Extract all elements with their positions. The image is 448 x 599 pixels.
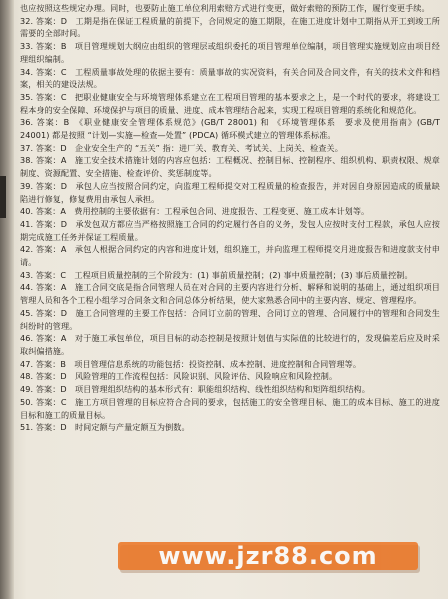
paragraph: 48. 答案：D 风险管理的工作流程包括：风险识别、风险评估、风险响应和风险控制。 <box>20 371 338 382</box>
paragraph: 43. 答案：C 工程项目质量控制的三个阶段为：(1) 事前质量控制；(2) 事中质量控制；(3) 事后质量控制。 <box>20 269 413 280</box>
paragraph: 32. 答案：D 工期是指在保证工程质量的前提下，合同规定的施工期限，在施工进度计划中工期指从开工到竣工所需要的全部时间。 <box>20 15 440 39</box>
paragraph: 37. 答案：D 企业安全生产的 “五关” 指：进厂关、教育关、考试关、上岗关、检查关。 <box>20 142 343 153</box>
paragraph: 39. 答案：D 承包人应当按照合同约定，向监理工程师提交对工程质量的检查报告，并对因自身原因造成的质量缺陷进行修复，修复费用由承包人承担。 <box>20 180 440 204</box>
paragraph: 40. 答案：A 费用控制的主要依据有：工程承包合同、进度报告、工程变更、施工成本计划等。 <box>20 206 370 217</box>
paragraph: 49. 答案：D 项目管理组织结构的基本形式有：职能组织结构、线性组织结构和矩阵组织结构。 <box>20 384 370 395</box>
paragraph: 35. 答案：C 把职业健康安全与环境管理体系建立在工程项目管理的基本要求之上，是一个时代的要求，将建设工程本身的安全保障、环境保护与项目的质量、进度、成本管理结合起来，实现工程项目管理的系统化和规范化。 <box>20 91 440 115</box>
paragraph: 46. 答案：A 对于施工承包单位，项目目标的动态控制是按照计划值与实际值的比较进行的，发现偏差后应及时采取纠偏措施。 <box>20 333 440 356</box>
watermark-banner <box>118 542 418 570</box>
answer-text-block <box>20 2 440 434</box>
paragraph: 44. 答案：A 施工合同交底是指合同管理人员在对合同的主要内容进行分析、解释和说明的基础上，通过组织项目管理人员和各个工程小组学习合同条文和合同总体分析结果，使大家熟悉合同中的主要内容、规定、管理程序。 <box>20 282 440 306</box>
paragraph: 36. 答案：B 《职业健康安全管理体系规范》(GB/T 28001) 和 《环境管理体系 要求及使用指南》(GB/T 24001) 都是按照 “计划—实施—检查—处置” (PDCA) 循环模式建立的管理体系标准。 <box>20 117 440 141</box>
paragraph: 42. 答案：A 承包人根据合同约定的内容和进度计划，组织施工，并向监理工程师提交月进度报告和进度款支付申请。 <box>20 244 440 268</box>
book-spine-shadow <box>0 0 14 599</box>
paragraph: 也应按照这些规定办理。同时，也要防止施工单位利用索赔方式进行变更，做好索赔的预防工作，履行变更手续。 <box>20 3 430 13</box>
paragraph: 45. 答案：D 施工合同管理的主要工作包括：合同订立前的管理、合同订立的管理、合同履行中的管理和合同发生纠纷时的管理。 <box>20 307 440 331</box>
watermark-text: www.jzr88.com <box>158 542 378 570</box>
paragraph: 51. 答案：D 时间定额与产量定额互为倒数。 <box>20 422 190 433</box>
binding-mark <box>0 176 6 218</box>
paragraph: 41. 答案：D 承发包双方都应当严格按照施工合同的约定履行各自的义务，发包人应按时支付工程款，承包人应按期完成施工任务并保证工程质量。 <box>20 218 440 242</box>
paragraph: 47. 答案：B 项目管理信息系统的功能包括：投资控制、成本控制、进度控制和合同管理等。 <box>20 358 362 369</box>
paragraph: 34. 答案：C 工程质量事故处理的依据主要有：质量事故的实况资料，有关合同及合同文件，有关的技术文件和档案，相关的建设法规。 <box>20 66 440 90</box>
paragraph: 38. 答案：A 施工安全技术措施计划的内容应包括：工程概况、控制目标、控制程序、组织机构、职责权限、规章制度、资源配置、安全措施、检查评价、奖惩制度等。 <box>20 155 440 179</box>
paragraph: 50. 答案：C 施工方项目管理的目标应符合合同的要求，包括施工的安全管理目标、施工的成本目标、施工的进度目标和施工的质量目标。 <box>20 396 440 420</box>
paragraph: 33. 答案：B 项目管理规划大纲应由组织的管理层或组织委托的项目管理单位编制，项目管理实施规划应由项目经理组织编制。 <box>20 41 440 64</box>
